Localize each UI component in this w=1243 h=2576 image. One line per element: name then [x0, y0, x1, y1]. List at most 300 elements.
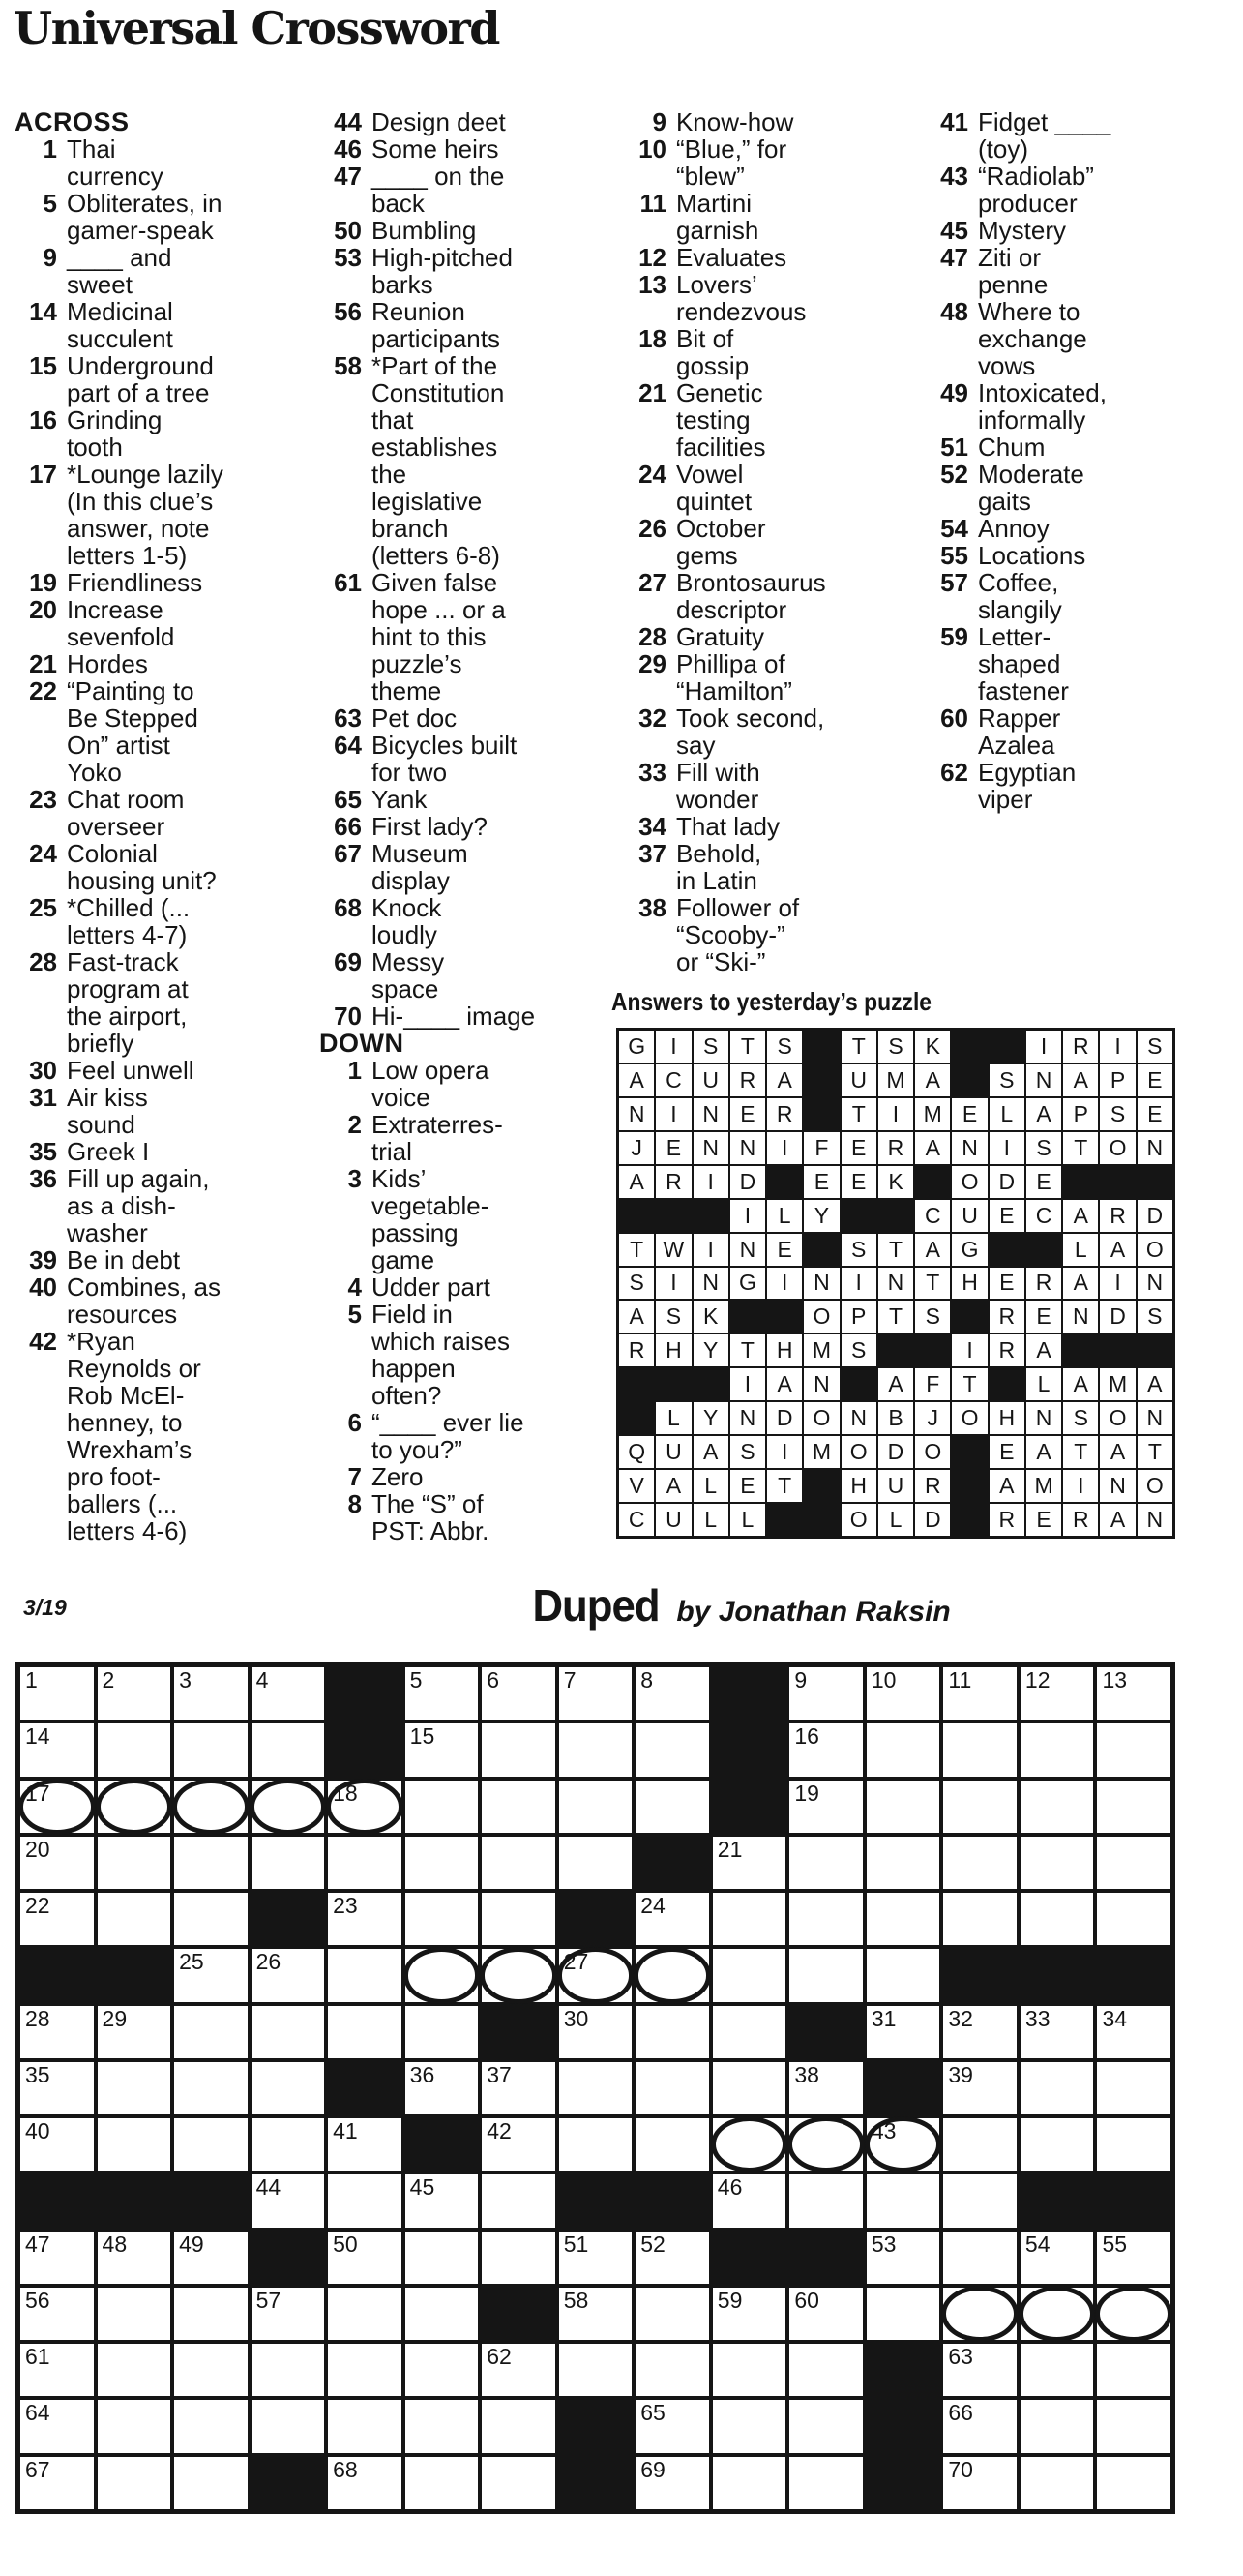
solution-letter-cell: R [990, 1334, 1024, 1366]
solution-letter-cell: S [990, 1064, 1024, 1096]
grid-cell[interactable] [20, 2400, 94, 2452]
grid-cell[interactable] [252, 2062, 325, 2114]
solution-letter-cell: E [1026, 1166, 1061, 1198]
grid-cell[interactable] [328, 2400, 401, 2452]
grid-cell[interactable] [713, 1949, 786, 2001]
grid-black-cell [867, 2062, 940, 2114]
grid-cell[interactable] [98, 2288, 171, 2340]
grid-cell[interactable] [98, 1667, 171, 1720]
grid-cell[interactable] [252, 2174, 325, 2227]
grid-cell[interactable] [174, 2062, 248, 2114]
clue-down-38 [624, 894, 916, 975]
grid-cell[interactable] [174, 2006, 248, 2058]
grid-cell[interactable] [943, 2288, 1017, 2340]
cell-number: 37 [487, 2061, 512, 2087]
grid-cell[interactable] [943, 1893, 1017, 1945]
grid-cell[interactable] [867, 2006, 940, 2058]
solution-letter-cell: J [915, 1402, 950, 1434]
grid-cell[interactable] [328, 2457, 401, 2509]
grid-cell[interactable] [867, 1893, 940, 1945]
grid-cell[interactable] [98, 2118, 171, 2171]
grid-cell[interactable] [789, 2118, 863, 2171]
cell-number: 67 [25, 2456, 50, 2482]
grid-cell[interactable] [943, 1723, 1017, 1776]
clue-number: 61 [334, 568, 362, 597]
solution-letter-cell: D [878, 1436, 913, 1468]
grid-cell[interactable] [252, 2006, 325, 2058]
grid-cell[interactable] [867, 1723, 940, 1776]
grid-cell[interactable] [713, 2400, 786, 2452]
grid-cell[interactable] [943, 2400, 1017, 2452]
grid-cell[interactable] [559, 2344, 633, 2396]
grid-cell[interactable] [174, 1893, 248, 1945]
clue-text: Medicinal succulent [67, 297, 173, 353]
grid-cell[interactable] [636, 2457, 709, 2509]
grid-cell[interactable] [405, 1837, 479, 1889]
clue-text: Messy space [371, 947, 445, 1003]
grid-black-cell [252, 2457, 325, 2509]
grid-cell[interactable] [174, 2344, 248, 2396]
grid-cell[interactable] [789, 1949, 863, 2001]
clue-text: Fidget ____ (toy) [978, 107, 1111, 164]
cell-number: 43 [871, 2118, 897, 2144]
grid-cell[interactable] [559, 2006, 633, 2058]
clue-number: 37 [638, 839, 666, 868]
grid-cell[interactable] [1097, 2288, 1170, 2340]
grid-cell[interactable] [174, 1837, 248, 1889]
grid-cell[interactable] [482, 2232, 555, 2284]
grid-cell[interactable] [867, 2174, 940, 2227]
grid-cell[interactable] [943, 2006, 1017, 2058]
grid-cell[interactable] [1021, 2006, 1094, 2058]
grid-cell[interactable] [867, 2232, 940, 2284]
clue-across-22 [15, 677, 307, 786]
grid-black-cell [789, 2006, 863, 2058]
grid-cell[interactable] [252, 1949, 325, 2001]
grid-cell[interactable] [943, 2118, 1017, 2171]
grid-cell[interactable] [1021, 1723, 1094, 1776]
grid-cell[interactable] [1097, 2344, 1170, 2396]
solution-letter-cell: P [1100, 1064, 1135, 1096]
clue-across-16 [15, 406, 307, 461]
solution-letter-cell: L [878, 1504, 913, 1536]
clue-text: Museum display [371, 839, 468, 895]
grid-cell[interactable] [1097, 1723, 1170, 1776]
grid-cell[interactable] [636, 1723, 709, 1776]
grid-cell[interactable] [789, 1893, 863, 1945]
grid-cell[interactable] [1097, 2400, 1170, 2452]
solution-letter-cell: N [952, 1132, 987, 1164]
clue-number: 27 [638, 568, 666, 597]
grid-cell[interactable] [867, 1667, 940, 1720]
grid-cell[interactable] [482, 2174, 555, 2227]
grid-black-cell [636, 2174, 709, 2227]
grid-cell[interactable] [98, 1837, 171, 1889]
grid-cell[interactable] [636, 2288, 709, 2340]
clue-text: Feel unwell [67, 1056, 194, 1085]
grid-cell[interactable] [328, 2288, 401, 2340]
grid-cell[interactable] [943, 2174, 1017, 2227]
cell-number: 44 [255, 2174, 281, 2201]
grid-cell[interactable] [482, 2062, 555, 2114]
grid-cell[interactable] [328, 1949, 401, 2001]
cell-number: 20 [25, 1836, 50, 1862]
grid-cell[interactable] [789, 1837, 863, 1889]
grid-cell[interactable] [867, 1949, 940, 2001]
grid-cell[interactable] [405, 2062, 479, 2114]
solution-letter-cell: L [694, 1504, 728, 1536]
grid-black-cell [252, 2232, 325, 2284]
grid-cell[interactable] [174, 2232, 248, 2284]
grid-cell[interactable] [943, 1837, 1017, 1889]
grid-cell[interactable] [636, 2062, 709, 2114]
grid-cell[interactable] [405, 2344, 479, 2396]
grid-cell[interactable] [405, 1667, 479, 1720]
clue-number: 13 [638, 270, 666, 299]
grid-cell[interactable] [559, 1667, 633, 1720]
grid-cell[interactable] [482, 1893, 555, 1945]
grid-cell[interactable] [252, 1667, 325, 1720]
solution-black-cell [952, 1504, 987, 1536]
cell-number: 33 [1024, 2005, 1051, 2031]
grid-cell[interactable] [328, 2344, 401, 2396]
grid-cell[interactable] [1021, 2062, 1094, 2114]
grid-cell[interactable] [98, 2232, 171, 2284]
grid-cell[interactable] [943, 2062, 1017, 2114]
clue-text: Gratuity [676, 622, 765, 651]
grid-cell[interactable] [98, 2006, 171, 2058]
grid-cell[interactable] [636, 1893, 709, 1945]
grid-cell[interactable] [405, 2288, 479, 2340]
grid-cell[interactable] [174, 2400, 248, 2452]
grid-cell[interactable] [1097, 1667, 1170, 1720]
clue-text: Evaluates [676, 243, 787, 272]
grid-cell[interactable] [1097, 2457, 1170, 2509]
clue-text: Low opera voice [371, 1056, 489, 1112]
grid-cell[interactable] [20, 2288, 94, 2340]
grid-cell[interactable] [252, 1781, 325, 1833]
grid-cell[interactable] [252, 2288, 325, 2340]
grid-cell[interactable] [98, 2400, 171, 2452]
solution-black-cell [952, 1301, 987, 1333]
clue-down-60 [926, 704, 1218, 759]
cell-number: 7 [563, 1667, 577, 1692]
solution-letter-cell: E [804, 1166, 839, 1198]
grid-cell[interactable] [789, 2457, 863, 2509]
grid-cell[interactable] [174, 1667, 248, 1720]
grid-cell[interactable] [789, 1667, 863, 1720]
solution-letter-cell: R [767, 1098, 802, 1130]
grid-cell[interactable] [98, 1723, 171, 1776]
grid-cell[interactable] [20, 2232, 94, 2284]
solution-black-cell [1138, 1166, 1172, 1198]
grid-cell[interactable] [713, 1837, 786, 1889]
clue-number: 31 [29, 1083, 57, 1112]
grid-cell[interactable] [789, 1781, 863, 1833]
grid-cell[interactable] [713, 2118, 786, 2171]
grid-black-cell [98, 1949, 171, 2001]
grid-cell[interactable] [713, 2344, 786, 2396]
clue-text: Be in debt [67, 1245, 181, 1274]
cell-number: 1 [25, 1667, 38, 1692]
grid-cell[interactable] [789, 2400, 863, 2452]
cell-number: 42 [487, 2118, 512, 2144]
grid-cell[interactable] [328, 1893, 401, 1945]
grid-cell[interactable] [328, 2118, 401, 2171]
grid-cell[interactable] [867, 2288, 940, 2340]
grid-cell[interactable] [867, 2118, 940, 2171]
grid-cell[interactable] [713, 2174, 786, 2227]
clue-down-28 [624, 623, 916, 650]
solution-letter-cell: I [656, 1098, 691, 1130]
grid-cell[interactable] [482, 1949, 555, 2001]
grid-cell[interactable] [328, 1781, 401, 1833]
solution-letter-cell: A [1063, 1268, 1098, 1300]
solution-letter-cell: L [656, 1402, 691, 1434]
grid-cell[interactable] [1021, 2288, 1094, 2340]
grid-cell[interactable] [636, 2344, 709, 2396]
solution-letter-cell: I [694, 1166, 728, 1198]
grid-cell[interactable] [328, 2232, 401, 2284]
grid-cell[interactable] [20, 2118, 94, 2171]
cell-number: 4 [255, 1667, 269, 1692]
solution-letter-cell: R [1100, 1200, 1135, 1232]
grid-cell[interactable] [559, 1723, 633, 1776]
grid-cell[interactable] [1097, 1781, 1170, 1833]
grid-cell[interactable] [636, 2232, 709, 2284]
grid-cell[interactable] [482, 2457, 555, 2509]
solution-letter-cell: I [656, 1031, 691, 1063]
grid-black-cell [328, 2062, 401, 2114]
grid-cell[interactable] [252, 2400, 325, 2452]
clue-number: 64 [334, 731, 362, 760]
grid-cell[interactable] [636, 2400, 709, 2452]
grid-cell[interactable] [943, 1781, 1017, 1833]
clue-number: 59 [940, 622, 968, 651]
clue-number: 39 [29, 1245, 57, 1274]
clue-across-46 [319, 135, 611, 163]
grid-cell[interactable] [20, 2062, 94, 2114]
grid-cell[interactable] [636, 2118, 709, 2171]
grid-cell[interactable] [943, 2344, 1017, 2396]
clue-number: 54 [940, 514, 968, 543]
grid-cell[interactable] [405, 1949, 479, 2001]
grid-cell[interactable] [20, 2344, 94, 2396]
solution-letter-cell: A [619, 1166, 654, 1198]
cell-number: 32 [948, 2005, 973, 2031]
grid-cell[interactable] [559, 1949, 633, 2001]
clue-text: First lady? [371, 812, 488, 841]
grid-cell[interactable] [1097, 2006, 1170, 2058]
grid-cell[interactable] [1021, 1893, 1094, 1945]
grid-cell[interactable] [98, 2062, 171, 2114]
grid-cell[interactable] [1021, 2457, 1094, 2509]
grid-cell[interactable] [1021, 1781, 1094, 1833]
grid-cell[interactable] [867, 1837, 940, 1889]
clue-text: Martini garnish [676, 189, 759, 245]
grid-cell[interactable] [174, 2288, 248, 2340]
grid-cell[interactable] [713, 1893, 786, 1945]
grid-cell[interactable] [713, 2457, 786, 2509]
theme-circle-marker [1019, 2286, 1096, 2342]
grid-cell[interactable] [20, 1893, 94, 1945]
clue-number: 53 [334, 243, 362, 272]
grid-cell[interactable] [559, 1781, 633, 1833]
grid-cell[interactable] [174, 1949, 248, 2001]
solution-black-cell [1138, 1334, 1172, 1366]
clue-number: 1 [347, 1056, 362, 1085]
grid-cell[interactable] [1097, 2062, 1170, 2114]
grid-cell[interactable] [636, 1781, 709, 1833]
solution-letter-cell: I [1063, 1470, 1098, 1502]
grid-cell[interactable] [405, 2400, 479, 2452]
grid-cell[interactable] [943, 1667, 1017, 1720]
grid-cell[interactable] [636, 1667, 709, 1720]
grid-cell[interactable] [1097, 2118, 1170, 2171]
grid-cell[interactable] [98, 2344, 171, 2396]
grid-cell[interactable] [636, 1949, 709, 2001]
grid-cell[interactable] [328, 2006, 401, 2058]
clue-number: 65 [334, 785, 362, 814]
grid-cell[interactable] [1021, 2344, 1094, 2396]
solution-black-cell [804, 1098, 839, 1130]
grid-cell[interactable] [789, 1723, 863, 1776]
grid-cell[interactable] [559, 2062, 633, 2114]
grid-cell[interactable] [482, 1781, 555, 1833]
grid-cell[interactable] [405, 1723, 479, 1776]
solution-letter-cell: O [915, 1436, 950, 1468]
solution-black-cell [952, 1436, 987, 1468]
clue-down-7 [319, 1463, 611, 1490]
grid-cell[interactable] [789, 2288, 863, 2340]
grid-cell[interactable] [1097, 2232, 1170, 2284]
grid-cell[interactable] [98, 1893, 171, 1945]
grid-cell[interactable] [20, 2457, 94, 2509]
grid-cell[interactable] [636, 2006, 709, 2058]
solution-letter-cell: S [842, 1234, 876, 1266]
solution-black-cell [1026, 1234, 1061, 1266]
clue-text: Fast-track program at the airport, briefly [67, 947, 189, 1058]
clue-number: 58 [334, 351, 362, 380]
grid-cell[interactable] [1021, 1667, 1094, 1720]
solution-black-cell [804, 1031, 839, 1063]
grid-cell[interactable] [559, 1837, 633, 1889]
grid-cell[interactable] [20, 1667, 94, 1720]
cell-number: 45 [409, 2174, 435, 2201]
cell-number: 47 [25, 2231, 50, 2257]
solution-letter-cell: E [842, 1132, 876, 1164]
cell-number: 63 [948, 2344, 973, 2370]
clue-down-8 [319, 1490, 611, 1544]
grid-black-cell [789, 2232, 863, 2284]
grid-cell[interactable] [98, 2457, 171, 2509]
grid-cell[interactable] [482, 2400, 555, 2452]
grid-cell[interactable] [20, 1723, 94, 1776]
clue-number: 33 [638, 758, 666, 787]
grid-cell[interactable] [482, 2118, 555, 2171]
grid-cell[interactable] [1021, 1837, 1094, 1889]
cell-number: 60 [794, 2287, 819, 2313]
grid-cell[interactable] [1021, 2400, 1094, 2452]
grid-cell[interactable] [482, 2344, 555, 2396]
grid-black-cell [174, 2174, 248, 2227]
solution-letter-cell: H [842, 1470, 876, 1502]
clue-number: 25 [29, 893, 57, 922]
grid-cell[interactable] [713, 2288, 786, 2340]
grid-cell[interactable] [20, 2006, 94, 2058]
grid-cell[interactable] [174, 1781, 248, 1833]
grid-cell[interactable] [174, 2457, 248, 2509]
grid-cell[interactable] [252, 2344, 325, 2396]
grid-cell[interactable] [482, 1667, 555, 1720]
grid-cell[interactable] [405, 2006, 479, 2058]
grid-cell[interactable] [559, 2288, 633, 2340]
grid-cell[interactable] [20, 1837, 94, 1889]
grid-cell[interactable] [943, 2232, 1017, 2284]
grid-cell[interactable] [789, 2174, 863, 2227]
solution-letter-cell: A [1026, 1098, 1061, 1130]
grid-cell[interactable] [328, 2174, 401, 2227]
grid-cell[interactable] [482, 1723, 555, 1776]
grid-cell[interactable] [713, 2062, 786, 2114]
grid-cell[interactable] [867, 1781, 940, 1833]
solution-letter-cell: A [619, 1064, 654, 1096]
clue-across-44 [319, 108, 611, 135]
clue-number: 7 [347, 1462, 362, 1491]
grid-cell[interactable] [1021, 2232, 1094, 2284]
grid-cell[interactable] [559, 2232, 633, 2284]
grid-black-cell [20, 2174, 94, 2227]
grid-cell[interactable] [405, 2232, 479, 2284]
grid-cell[interactable] [1097, 1837, 1170, 1889]
clue-number: 47 [940, 243, 968, 272]
clue-down-33 [624, 759, 916, 813]
grid-cell[interactable] [482, 1837, 555, 1889]
solution-letter-cell: G [619, 1031, 654, 1063]
grid-cell[interactable] [174, 1723, 248, 1776]
solution-black-cell [730, 1301, 765, 1333]
grid-cell[interactable] [174, 2118, 248, 2171]
grid-cell[interactable] [943, 2457, 1017, 2509]
clue-across-50 [319, 217, 611, 244]
grid-cell[interactable] [252, 2118, 325, 2171]
grid-cell[interactable] [328, 1837, 401, 1889]
clue-text: Bit of gossip [676, 324, 750, 380]
clue-number: 18 [638, 324, 666, 353]
grid-cell[interactable] [20, 1781, 94, 1833]
grid-cell[interactable] [789, 2344, 863, 2396]
clue-across-30 [15, 1057, 307, 1084]
clue-down-34 [624, 813, 916, 840]
grid-cell[interactable] [98, 1781, 171, 1833]
grid-cell[interactable] [252, 1723, 325, 1776]
grid-cell[interactable] [1097, 1893, 1170, 1945]
clue-text: Yank [371, 785, 428, 814]
grid-cell[interactable] [559, 2118, 633, 2171]
grid-cell[interactable] [1021, 2118, 1094, 2171]
grid-cell[interactable] [405, 2174, 479, 2227]
clue-text: Know-how [676, 107, 794, 136]
cell-number: 12 [1024, 1667, 1051, 1692]
grid-cell[interactable] [252, 1837, 325, 1889]
grid-cell[interactable] [789, 2062, 863, 2114]
grid-cell[interactable] [405, 1893, 479, 1945]
grid-cell[interactable] [405, 2457, 479, 2509]
clue-text: Knock loudly [371, 893, 442, 949]
grid-cell[interactable] [713, 2006, 786, 2058]
grid-cell[interactable] [405, 1781, 479, 1833]
clue-down-45 [926, 217, 1218, 244]
